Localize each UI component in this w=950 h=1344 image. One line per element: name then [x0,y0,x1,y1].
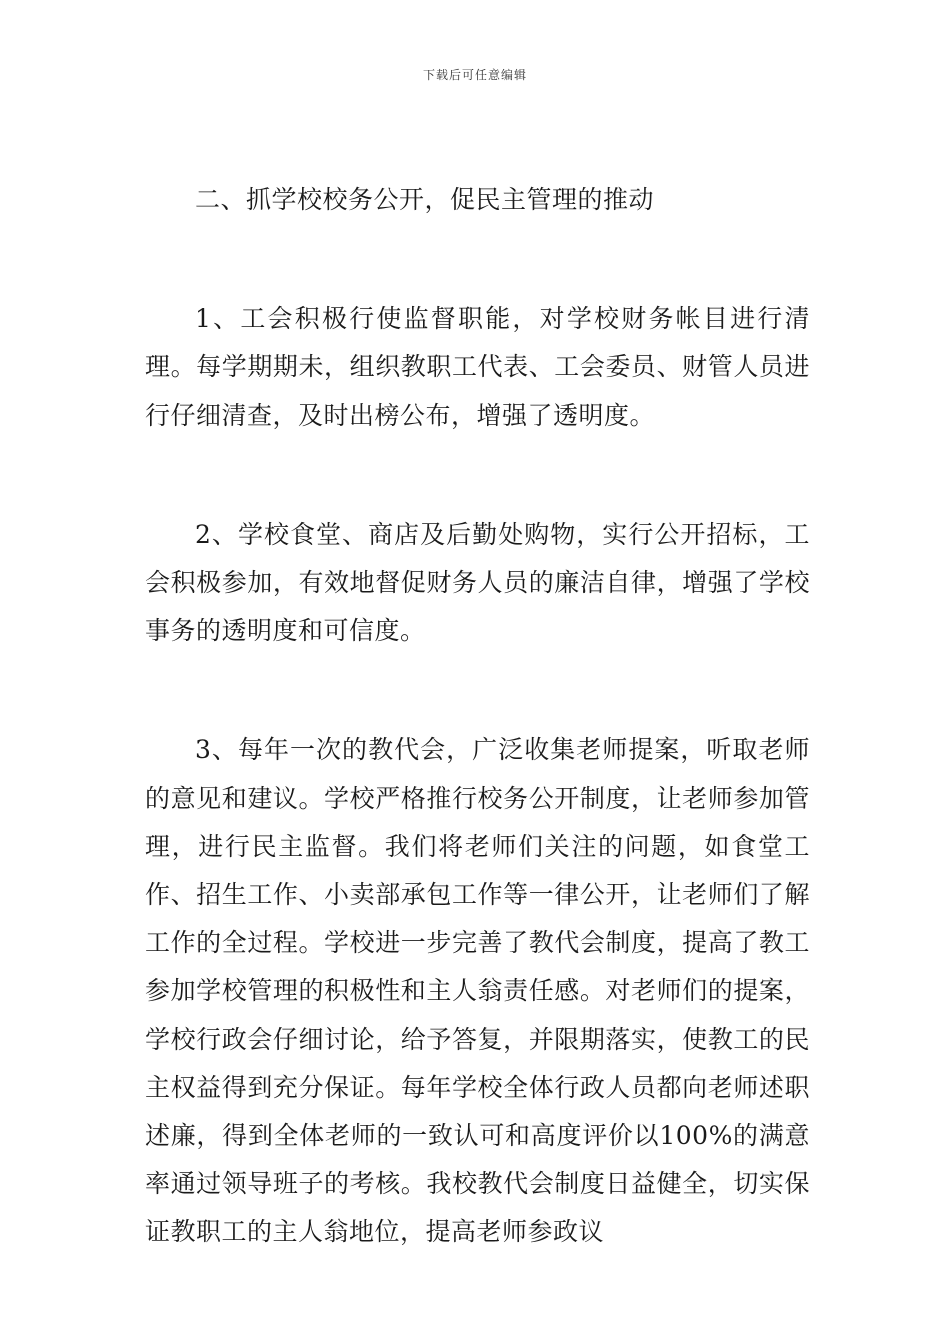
paragraph-3: 3、每年一次的教代会，广泛收集老师提案，听取老师的意见和建议。学校严格推行校务公开制度，让老师参加管理，进行民主监督。我们将老师们关注的问题，如食堂工作、招生工作、小卖部承包工作等一律公开，让老师们了解工作的全过程。学校进一步完善了教代会制度，提高了教工参加学校管理的积极性和主人翁责任感。对老师们的提案，学校行政会仔细讨论，给予答复，并限期落实，使教工的民主权益得到充分保证。每年学校全体行政人员都向老师述职述廉，得到全体老师的一致认可和高度评价以100%的满意率通过领导班子的考核。我校教代会制度日益健全，切实保证教职工的主人翁地位，提高老师参政议 [145,735,810,1247]
section-heading: 二、抓学校校务公开，促民主管理的推动 [195,185,655,214]
page-header-note: 下载后可任意编辑 [422,68,527,82]
paragraph-1: 1、工会积极行使监督职能，对学校财务帐目进行清理。每学期期未，组织教职工代表、工会委员、财管人员进行仔细清查，及时出榜公布，增强了透明度。 [145,304,810,430]
paragraph-2: 2、学校食堂、商店及后勤处购物，实行公开招标，工会积极参加，有效地督促财务人员的廉洁自律，增强了学校事务的透明度和可信度。 [145,519,810,646]
document-body [145,176,810,1257]
